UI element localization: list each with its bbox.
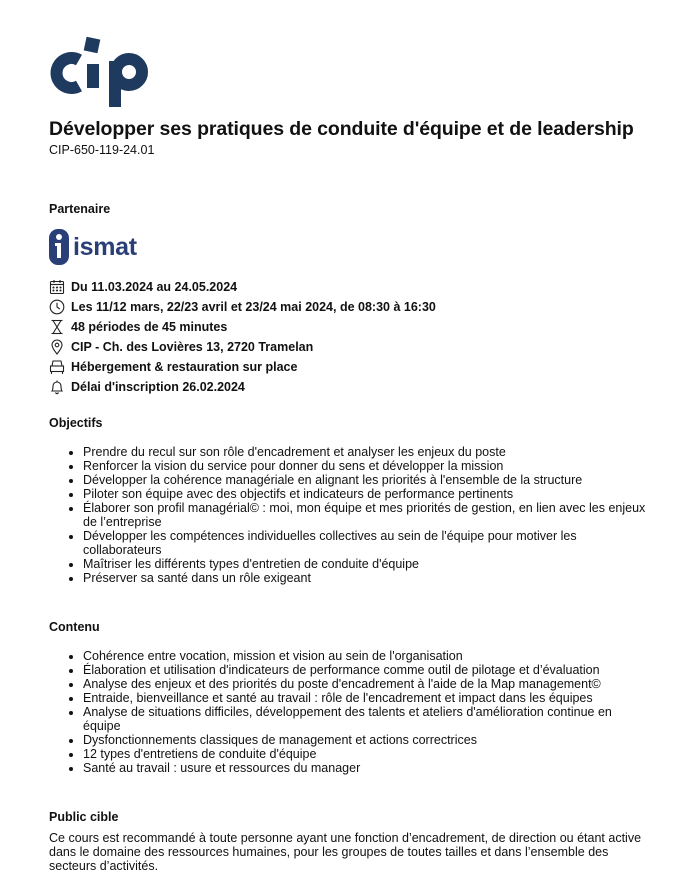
location-pin-icon xyxy=(49,339,65,355)
course-info-list xyxy=(49,277,649,397)
info-schedule-text: Les 11/12 mars, 22/23 avril et 23/24 mai 2024, de 08:30 à 16:30 xyxy=(71,300,436,314)
list-item: • Préserver sa santé dans un rôle exigeant xyxy=(83,571,649,585)
info-accommodation xyxy=(49,357,649,377)
list-item: • Prendre du recul sur son rôle d'encadrement et analyser les enjeux du poste xyxy=(83,445,649,459)
info-location-text: CIP - Ch. des Lovières 13, 2720 Tramelan xyxy=(71,340,314,354)
cip-logo xyxy=(49,36,151,108)
course-code: CIP-650-119-24.01 xyxy=(49,143,155,157)
objectifs-list xyxy=(49,445,649,585)
calendar-icon xyxy=(49,279,65,295)
list-item: • Cohérence entre vocation, mission et vision au sein de l'organisation xyxy=(83,649,649,663)
info-deadline-text: Délai d'inscription 26.02.2024 xyxy=(71,380,245,394)
public-cible-section xyxy=(49,809,649,873)
list-item: • Piloter son équipe avec des objectifs et indicateurs de performance pertinents xyxy=(83,487,649,501)
info-duration xyxy=(49,317,649,337)
list-item: • Développer les compétences individuelles collectives au sein de l'équipe pour motiver les collaborateurs xyxy=(83,529,649,557)
contenu-list xyxy=(49,649,649,775)
list-item: • Élaborer son profil managérial© : moi, mon équipe et mes priorités de gestion, en lien avec les enjeux de l’entreprise xyxy=(83,501,649,529)
info-schedule xyxy=(49,297,649,317)
bell-icon xyxy=(49,379,65,395)
objectifs-heading: Objectifs xyxy=(49,416,103,430)
bed-icon xyxy=(49,359,65,375)
list-item: • Élaboration et utilisation d'indicateurs de performance comme outil de pilotage et d’évaluation xyxy=(83,663,649,677)
info-accommodation-text: Hébergement & restauration sur place xyxy=(71,360,298,374)
list-item: • 12 types d'entretiens de conduite d'équipe xyxy=(83,747,649,761)
info-location xyxy=(49,337,649,357)
list-item: • Analyse des enjeux et des priorités du poste d'encadrement à l'aide de la Map management© xyxy=(83,677,649,691)
info-dates-text: Du 11.03.2024 au 24.05.2024 xyxy=(71,280,238,294)
public-cible-heading: Public cible xyxy=(49,810,119,824)
list-item: • Entraide, bienveillance et santé au travail : rôle de l'encadrement et impact dans les équipes xyxy=(83,691,649,705)
public-cible-text: Ce cours est recommandé à toute personne ayant une fonction d’encadrement, de direction ou étant active dans le domaine des ressources humaines, pour les groupes de toutes tailles et dans l’ensemble des secteurs d’activités. xyxy=(49,831,642,873)
list-item: • Développer la cohérence managériale en alignant les priorités à l'ensemble de la structure xyxy=(83,473,649,487)
contenu-heading: Contenu xyxy=(49,620,100,634)
info-duration-text: 48 périodes de 45 minutes xyxy=(71,320,228,334)
info-dates xyxy=(49,277,649,297)
clock-icon xyxy=(49,299,65,315)
contenu-section xyxy=(49,619,649,775)
list-item: • Renforcer la vision du service pour donner du sens et développer la mission xyxy=(83,459,649,473)
ismat-logo-mark xyxy=(49,229,69,265)
list-item: • Dysfonctionnements classiques de management et actions correctrices xyxy=(83,733,649,747)
partner-label: Partenaire xyxy=(49,202,111,216)
list-item: • Analyse de situations difficiles, développement des talents et ateliers d'amélioration continue en équipe xyxy=(83,705,649,733)
objectifs-section xyxy=(49,415,649,585)
course-title: Développer ses pratiques de conduite d'équipe et de leadership xyxy=(49,118,634,140)
info-deadline xyxy=(49,377,649,397)
partner-name: ismat xyxy=(73,233,137,261)
course-document xyxy=(49,36,649,873)
hourglass-icon xyxy=(49,319,65,335)
list-item: • Santé au travail : usure et ressources du manager xyxy=(83,761,649,775)
partner-logo xyxy=(49,229,649,265)
list-item: • Maîtriser les différents types d'entretien de conduite d'équipe xyxy=(83,557,649,571)
